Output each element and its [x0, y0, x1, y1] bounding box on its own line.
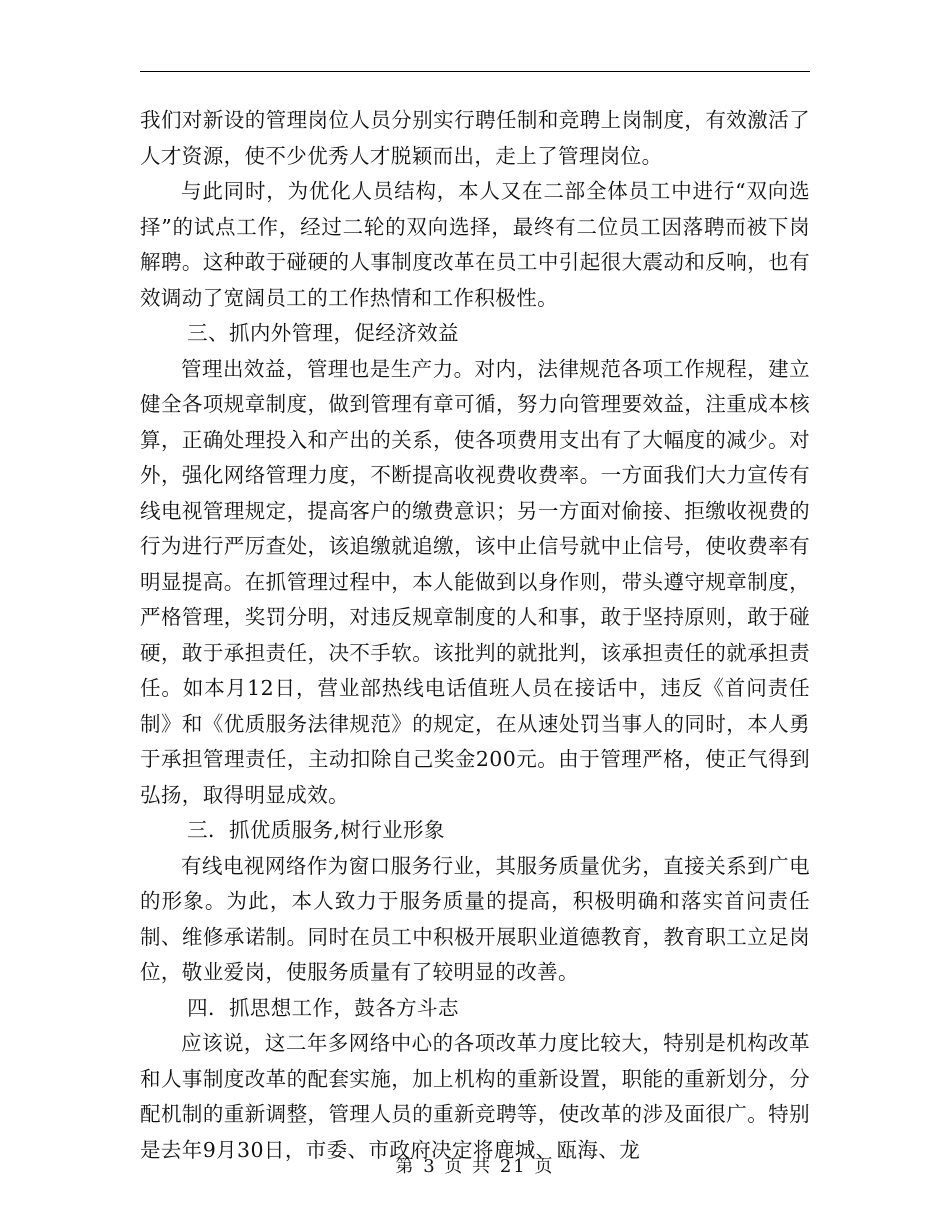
paragraph: 有线电视网络作为窗口服务行业，其服务质量优劣，直接关系到广电的形象。为此，本人致力于服务质量的提高，积极明确和落实首问责任制、维修承诺制。同时在员工中积极开展职业道德教育，教育职工立足岗位，敬业爱岗，使服务质量有了较明显的改善。 — [140, 853, 810, 984]
paragraph: 管理出效益，管理也是生产力。对内，法律规范各项工作规程，建立健全各项规章制度，做到管理有章可循，努力向管理要效益，注重成本核算，正确处理投入和产出的关系，使各项费用支出有了大幅度的减少。对外，强化网络管理力度，不断提高收视费收费率。一方面我们大力宣传有线电视管理规定，提高客户的缴费意识；另一方面对偷接、拒缴收视费的行为进行严厉查处，该追缴就追缴，该中止信号就中止信号，使收费率有明显提高。在抓管理过程中，本人能做到以身作则，带头遵守规章制度，严格管理，奖罚分明，对违反规章制度的人和事，敢于坚持原则，敢于碰硬，敢于承担责任，决不手软。该批判的就批判，该承担责任的就承担责任。如本月12日，营业部热线电话值班人员在接话中，违反《首问责任制》和《优质服务法律规范》的规定，在从速处罚当事人的同时，本人勇于承担管理责任，主动扣除自己奖金200元。由于管理严格，使正气得到弘扬，取得明显成效。 — [140, 356, 810, 807]
section-heading: 三、抓内外管理，促经济效益 — [187, 321, 459, 345]
section-heading: 三．抓优质服务,树行业形象 — [187, 818, 445, 842]
section-heading: 四．抓思想工作，鼓各方斗志 — [187, 995, 459, 1020]
paragraph: 与此同时，为优化人员结构，本人又在二部全体员工中进行“双向选择”的试点工作，经过二轮的双向选择，最终有二位员工因落聘而被下岗解聘。这种敢于碰硬的人事制度改革在员工中引起很大震动和反响，也有效调动了宽阔员工的工作热情和工作积极性。 — [140, 179, 810, 310]
document-body — [140, 103, 810, 1168]
paragraph: 我们对新设的管理岗位人员分别实行聘任制和竞聘上岗制度，有效激活了人才资源，使不少优秀人才脱颖而出，走上了管理岗位。 — [140, 108, 810, 168]
paragraph: 应该说，这二年多网络中心的各项改革力度比较大，特别是机构改革和人事制度改革的配套实施，加上机构的重新设置，职能的重新划分，分配机制的重新调整，管理人员的重新竞聘等，使改革的涉及面很广。特别是去年9月30日，市委、市政府决定将鹿城、瓯海、龙 — [140, 1031, 810, 1162]
header-rule — [140, 71, 810, 72]
page-number: 第 3 页 共 21 页 — [395, 1156, 555, 1177]
